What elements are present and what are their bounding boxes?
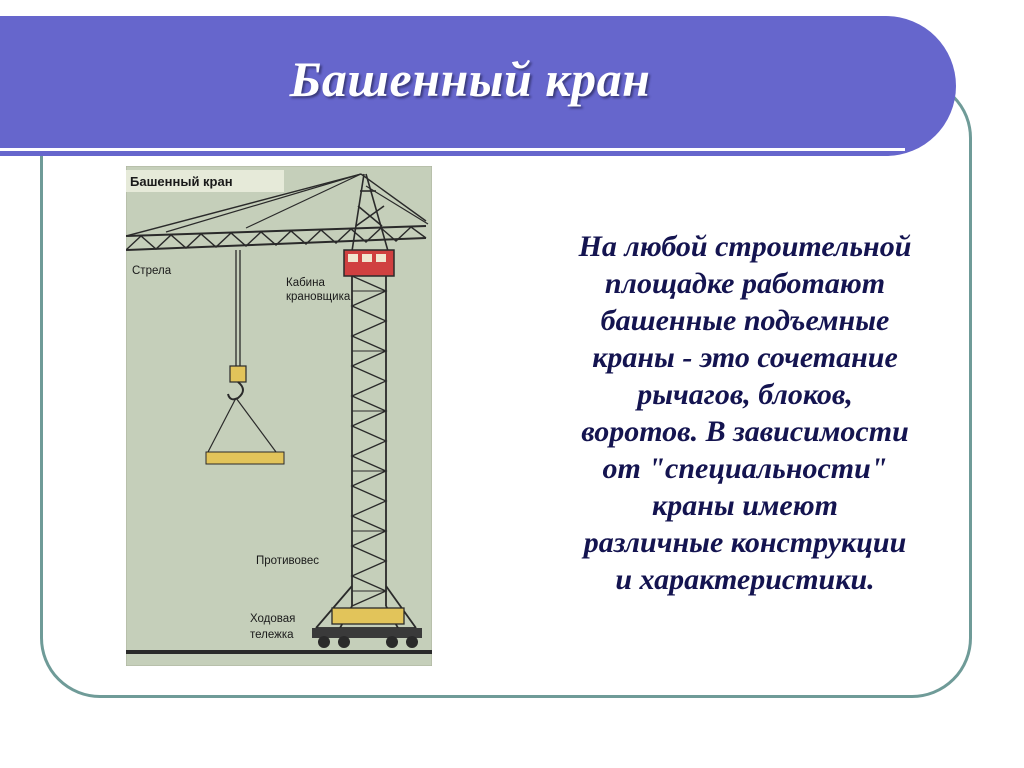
label-boom: Стрела (132, 265, 172, 277)
suspended-load (206, 452, 284, 464)
label-cabin-line1: Кабина (286, 277, 325, 289)
label-counterweight: Противовес (256, 555, 319, 567)
slide-title: Башенный кран (289, 51, 651, 107)
illustration-caption: Башенный кран (130, 174, 233, 189)
label-trolley-line2: тележка (250, 629, 294, 641)
label-cabin-line2: крановщика (286, 291, 351, 303)
counterweight (332, 608, 404, 624)
slide-body-text: На любой строительной площадке работают башенные подъемные краны - это сочетание рычагов, блоков, воротов. В зависимости от "специальности" краны имеют различные конструкции и характеристики. (578, 230, 912, 596)
tower-crane-illustration (126, 166, 432, 666)
crane-cabin (344, 250, 394, 276)
label-trolley-line1: Ходовая (250, 613, 296, 625)
ground-line (126, 650, 432, 654)
banner-rule (0, 148, 905, 151)
